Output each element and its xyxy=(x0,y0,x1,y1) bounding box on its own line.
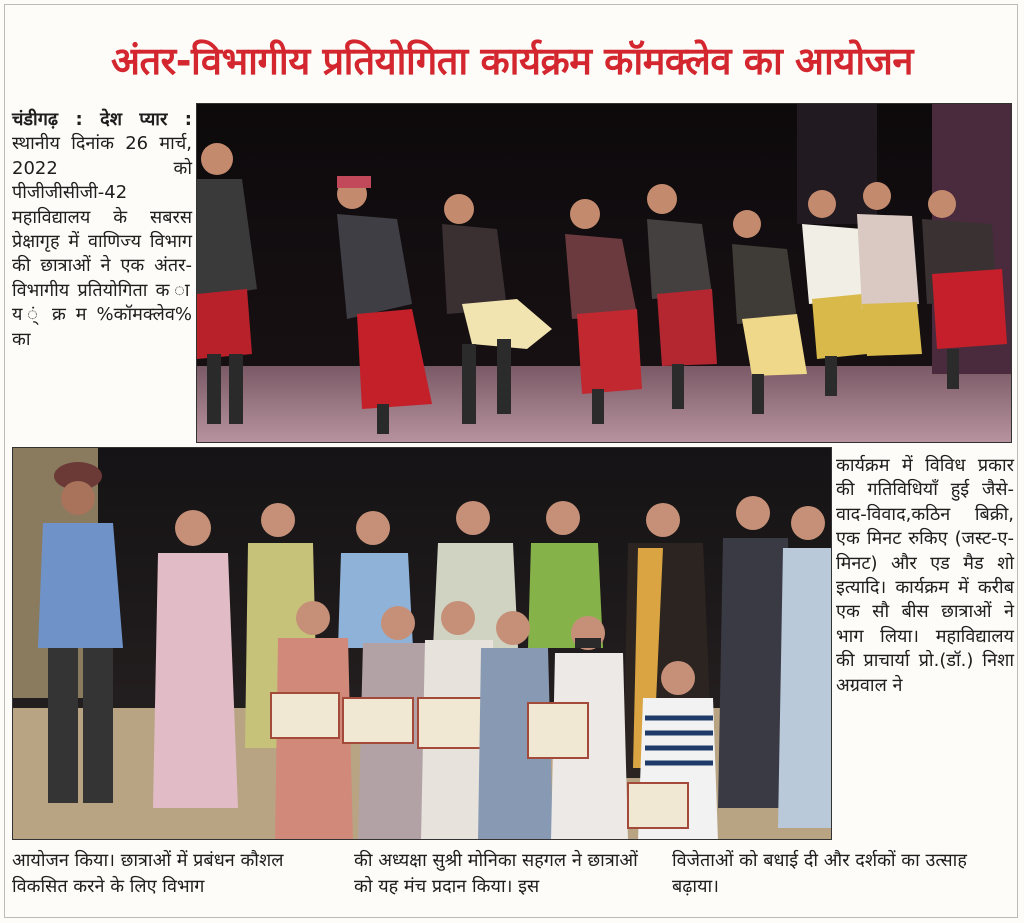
article-bottom-col2: की अध्यक्षा सुश्री मोनिका सहगल ने छात्राओं को यह मंच प्रदान किया। इस xyxy=(354,850,638,897)
dance-performance-photo xyxy=(196,103,1012,443)
article-bottom-col1: आयोजन किया। छात्राओं में प्रबंधन कौशल विकसित करने के लिए विभाग xyxy=(12,850,284,897)
article-right-column: कार्यक्रम में विविध प्रकार की गतिविधियाँ हुई जैसे-वाद-विवाद,कठिन बिक्री, एक मिनट रुकिए (जस्ट-ए-मिनट) और एड मैड शो इत्यादि। कार्यक्रम में करीब एक सौ बीस छात्राओं ने भाग लिया। महाविद्यालय की प्राचार्या प्रो.(डॉ.) निशा अग्रवाल ने xyxy=(836,455,1014,696)
group-certificates-photo xyxy=(12,447,832,840)
article-text-left: स्थानीय दिनांक 26 मार्च, 2022 को पीजीजीसीजी-42 महाविद्यालय के सबरस प्रेक्षागृह में वाणिज्य विभाग की छात्राओं ने एक अंतर-विभागीय प्रतियोगिता क ा य ्ं क्र म %कॉमक्लेव% का xyxy=(12,133,192,350)
article-left-column xyxy=(12,108,192,352)
article-bottom-col3: विजेताओं को बधाई दी और दर्शकों का उत्साह बढ़ाया। xyxy=(672,850,967,897)
headline: अंतर-विभागीय प्रतियोगिता कार्यक्रम कॉमक्लेव का आयोजन xyxy=(110,39,914,83)
dateline: चंडीगढ़ : देश प्यार : xyxy=(12,109,192,130)
